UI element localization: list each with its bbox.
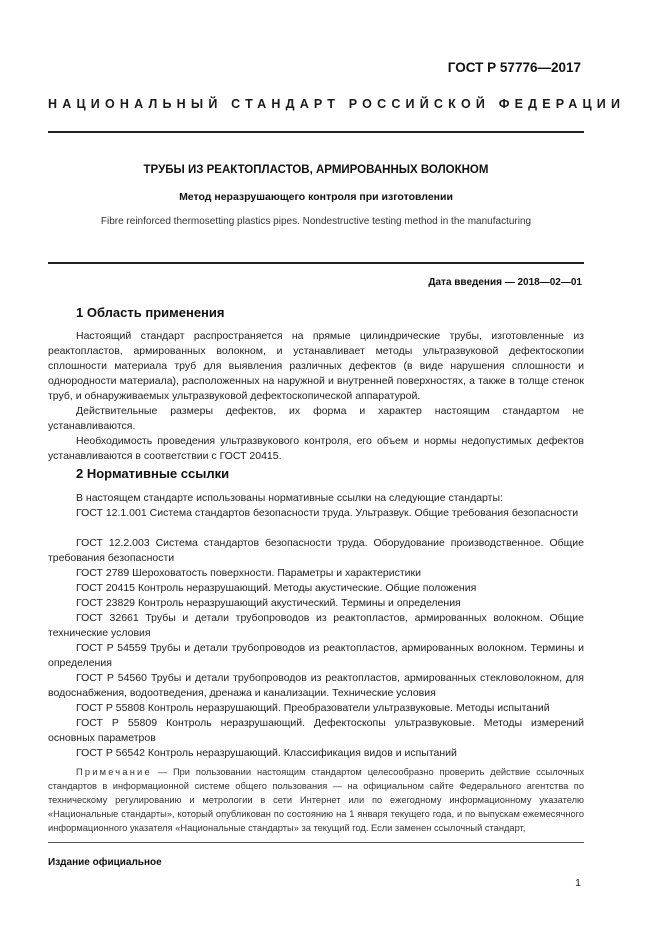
section-2-heading: 2 Нормативные ссылки — [76, 466, 230, 481]
edition-label: Издание официальное — [48, 857, 162, 868]
reference-item: ГОСТ 12.2.003 Система стандартов безопасности труда. Оборудование производственное. Общие требования безопасности — [48, 537, 584, 564]
section-1-paragraph: Действительные размеры дефектов, их форма и характер настоящим стандартом не устанавливаются. — [48, 405, 584, 432]
reference-item: ГОСТ 20415 Контроль неразрушающий. Методы акустические. Общие положения — [76, 582, 477, 594]
english-title: Fibre reinforced thermosetting plastics pipes. Nondestructive testing method in the manufacturing — [100, 216, 532, 227]
reference-intro: В настоящем стандарте использованы нормативные ссылки на следующие стандарты: — [76, 492, 503, 504]
section-1-paragraph: Необходимость проведения ультразвукового контроля, его объем и нормы недопустимых дефектов устанавливаются в соответствии с ГОСТ 20415. — [48, 435, 584, 462]
reference-item: ГОСТ Р 55808 Контроль неразрушающий. Преобразователи ультразвуковые. Методы испытаний — [76, 702, 550, 714]
section-1-heading: 1 Область применения — [76, 305, 225, 320]
note-block — [48, 765, 584, 835]
title-divider — [48, 262, 584, 264]
reference-item: ГОСТ Р 55809 Контроль неразрушающий. Дефектоскопы ультразвуковые. Методы измерений основных параметров — [48, 717, 584, 744]
introduction-date: Дата введения — 2018—02—01 — [428, 277, 582, 288]
header-divider — [48, 131, 584, 133]
reference-item: ГОСТ 23829 Контроль неразрушающий акустический. Термины и определения — [76, 597, 461, 609]
note-text: — При пользовании настоящим стандартом целесообразно проверить действие ссылочных стандартов в информационной системе общего пользования — на официальном сайте Федерального агентства по техническому регулированию и метрологии в сети Интернет или по ежегодному информационному указателю «Национальные стандарты», который опубликован по состоянию на 1 января текущего года, и по выпускам ежемесячного информационного указателя «Национальные стандарты» за текущий год. Если заменен ссылочный стандарт, — [48, 767, 584, 833]
national-standard-banner: НАЦИОНАЛЬНЫЙ СТАНДАРТ РОССИЙСКОЙ ФЕДЕРАЦИИ — [48, 97, 626, 111]
document-title: ТРУБЫ ИЗ РЕАКТОПЛАСТОВ, АРМИРОВАННЫХ ВОЛОКНОМ — [143, 164, 489, 176]
document-subtitle: Метод неразрушающего контроля при изготовлении — [179, 191, 453, 203]
reference-item: ГОСТ Р 56542 Контроль неразрушающий. Классификация видов и испытаний — [76, 747, 457, 759]
reference-item: ГОСТ 2789 Шероховатость поверхности. Параметры и характеристики — [76, 567, 421, 579]
page-number: 1 — [575, 877, 581, 889]
reference-item: ГОСТ 12.1.001 Система стандартов безопасности труда. Ультразвук. Общие требования безопасности — [76, 507, 579, 519]
section-1-paragraph: Настоящий стандарт распространяется на прямые цилиндрические трубы, изготовленные из реактопластов, армированных волокном, и устанавливает методы ультразвуковой дефектоскопии сплошности материала труб для выявления различных дефектов (в виде нарушения сплошности и однородности материала), расположенных на наружной и внутренней поверхностях, а также в толще стенок труб, и обнаруживаемых ультразвуковой дефектоскопической аппаратурой. — [48, 330, 584, 402]
footer-divider — [48, 842, 584, 843]
reference-item: ГОСТ Р 54560 Трубы и детали трубопроводов из реактопластов, армированных стекловолокном, для водоснабжения, водоотведения, дренажа и канализации. Технические условия — [48, 672, 584, 699]
gost-number: ГОСТ Р 57776—2017 — [447, 60, 581, 75]
reference-item: ГОСТ 32661 Трубы и детали трубопроводов из реактопластов, армированных волокном. Общие технические условия — [48, 612, 584, 639]
reference-item: ГОСТ Р 54559 Трубы и детали трубопроводов из реактопластов, армированных волокном. Термины и определения — [48, 642, 584, 669]
note-label: Примечание — [76, 767, 152, 777]
